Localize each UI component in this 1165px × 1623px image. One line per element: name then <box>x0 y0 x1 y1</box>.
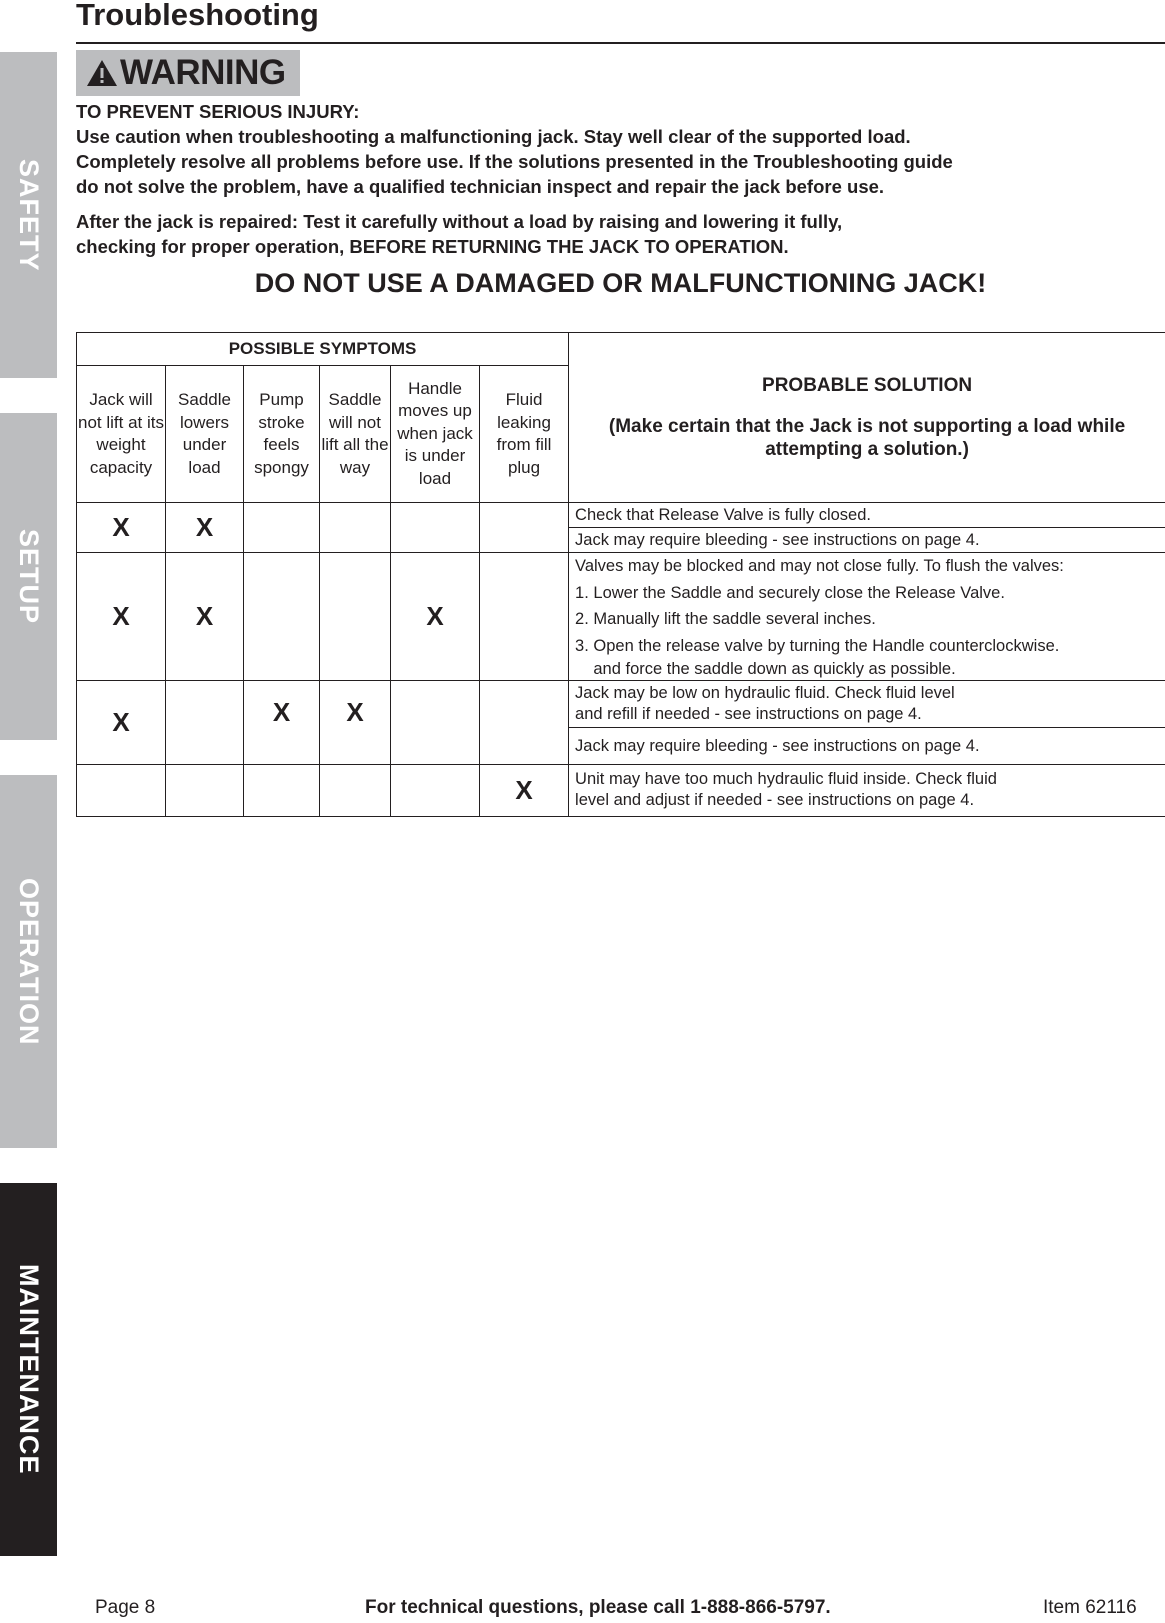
solution-line: Jack may be low on hydraulic fluid. Check fluid level <box>575 684 955 702</box>
symptom-mark: X <box>77 681 166 765</box>
symptom-mark: X <box>77 503 166 553</box>
symptom-mark: X <box>77 553 166 681</box>
empty-cell <box>320 765 391 817</box>
side-tab-label: SETUP <box>14 528 44 625</box>
side-tab-label: SAFETY <box>14 158 44 272</box>
symptom-header: Fluid leaking from fill plug <box>480 366 569 503</box>
side-tab-setup <box>0 413 57 740</box>
page-title: Troubleshooting <box>76 0 319 32</box>
solution-header-cell <box>569 333 1165 503</box>
empty-cell <box>244 503 320 553</box>
solution-line: and force the saddle down as quickly as possible. <box>575 660 956 678</box>
do-not-use-warning: DO NOT USE A DAMAGED OR MALFUNCTIONING JACK! <box>254 268 987 298</box>
symptom-mark: X <box>391 553 480 681</box>
symptom-header: Saddle will not lift all the way <box>320 366 391 503</box>
side-tab-safety <box>0 52 57 378</box>
footer-phone: For technical questions, please call 1-888-866-5797. <box>365 1597 831 1618</box>
solution-cell <box>569 553 1165 681</box>
solution-line: Unit may have too much hydraulic fluid inside. Check fluid <box>575 770 997 788</box>
side-tab-operation <box>0 775 57 1148</box>
after-repair-line: checking for proper operation, BEFORE RETURNING THE JACK TO OPERATION. <box>76 236 789 257</box>
symptom-mark: X <box>166 553 244 681</box>
warning-text: WARNING <box>120 53 286 92</box>
empty-cell <box>391 503 480 553</box>
empty-cell <box>244 765 320 817</box>
troubleshooting-table <box>76 332 1165 817</box>
side-tab-maintenance <box>0 1183 57 1556</box>
empty-cell <box>166 765 244 817</box>
solution-line: 2. Manually lift the saddle several inches. <box>575 610 876 628</box>
symptom-mark: X <box>166 503 244 553</box>
solution-line: and refill if needed - see instructions on page 4. <box>575 705 922 723</box>
symptom-mark: X <box>244 681 320 765</box>
empty-cell <box>391 681 480 765</box>
empty-cell <box>320 503 391 553</box>
symptom-header: Jack will not lift at its weight capacity <box>77 366 166 503</box>
solution-cell <box>569 528 1165 553</box>
side-tab-label: OPERATION <box>14 877 44 1046</box>
warning-paragraph <box>76 99 953 199</box>
empty-cell <box>166 681 244 765</box>
solution-cell <box>569 681 1165 728</box>
symptom-header: Pump stroke feels spongy <box>244 366 320 503</box>
solution-cell <box>569 503 1165 528</box>
warning-label <box>76 50 300 96</box>
solution-line: level and adjust if needed - see instructions on page 4. <box>575 791 975 809</box>
solution-line: 1. Lower the Saddle and securely close the Release Valve. <box>575 583 1005 602</box>
solution-note: (Make certain that the Jack is not supporting a load while attempting a solution.) <box>608 416 1126 460</box>
empty-cell <box>320 553 391 681</box>
solution-line: Jack may require bleeding - see instructions on page 4. <box>575 736 980 755</box>
title-divider <box>76 42 1165 44</box>
warning-line: do not solve the problem, have a qualified technician inspect and repair the jack before use. <box>76 176 885 197</box>
empty-cell <box>391 765 480 817</box>
warning-line: Use caution when troubleshooting a malfunctioning jack. Stay well clear of the supported load. <box>76 126 911 147</box>
solution-line: 3. Open the release valve by turning the Handle counterclockwise. <box>575 636 1060 655</box>
solution-line: Check that Release Valve is fully closed. <box>575 505 871 524</box>
solution-line: Jack may require bleeding - see instructions on page 4. <box>575 530 980 549</box>
symptom-header: Saddle lowers under load <box>166 366 244 503</box>
symptoms-header: POSSIBLE SYMPTOMS <box>77 333 569 366</box>
warning-triangle-icon <box>85 58 119 88</box>
empty-cell <box>480 503 569 553</box>
warning-line: Completely resolve all problems before use. If the solutions presented in the Troubleshooting guide <box>76 151 953 172</box>
symptom-mark: X <box>480 765 569 817</box>
empty-cell <box>77 765 166 817</box>
solution-header: PROBABLE SOLUTION <box>762 375 973 396</box>
empty-cell <box>244 553 320 681</box>
solution-cell <box>569 728 1165 765</box>
empty-cell <box>480 553 569 681</box>
symptom-header: Handle moves up when jack is under load <box>391 366 480 503</box>
after-repair-line: After the jack is repaired: Test it carefully without a load by raising and lowering it fully, <box>76 211 843 232</box>
solution-line: Valves may be blocked and may not close fully. To flush the valves: <box>575 557 1064 575</box>
symptom-mark: X <box>320 681 391 765</box>
warning-heading: TO PREVENT SERIOUS INJURY: <box>76 101 360 122</box>
side-tab-label: MAINTENANCE <box>14 1264 44 1475</box>
footer-page-number: Page 8 <box>95 1597 156 1618</box>
footer-item-number: Item 62116 <box>1043 1597 1137 1618</box>
after-repair-paragraph <box>76 209 842 259</box>
solution-cell <box>569 765 1165 817</box>
empty-cell <box>480 681 569 765</box>
